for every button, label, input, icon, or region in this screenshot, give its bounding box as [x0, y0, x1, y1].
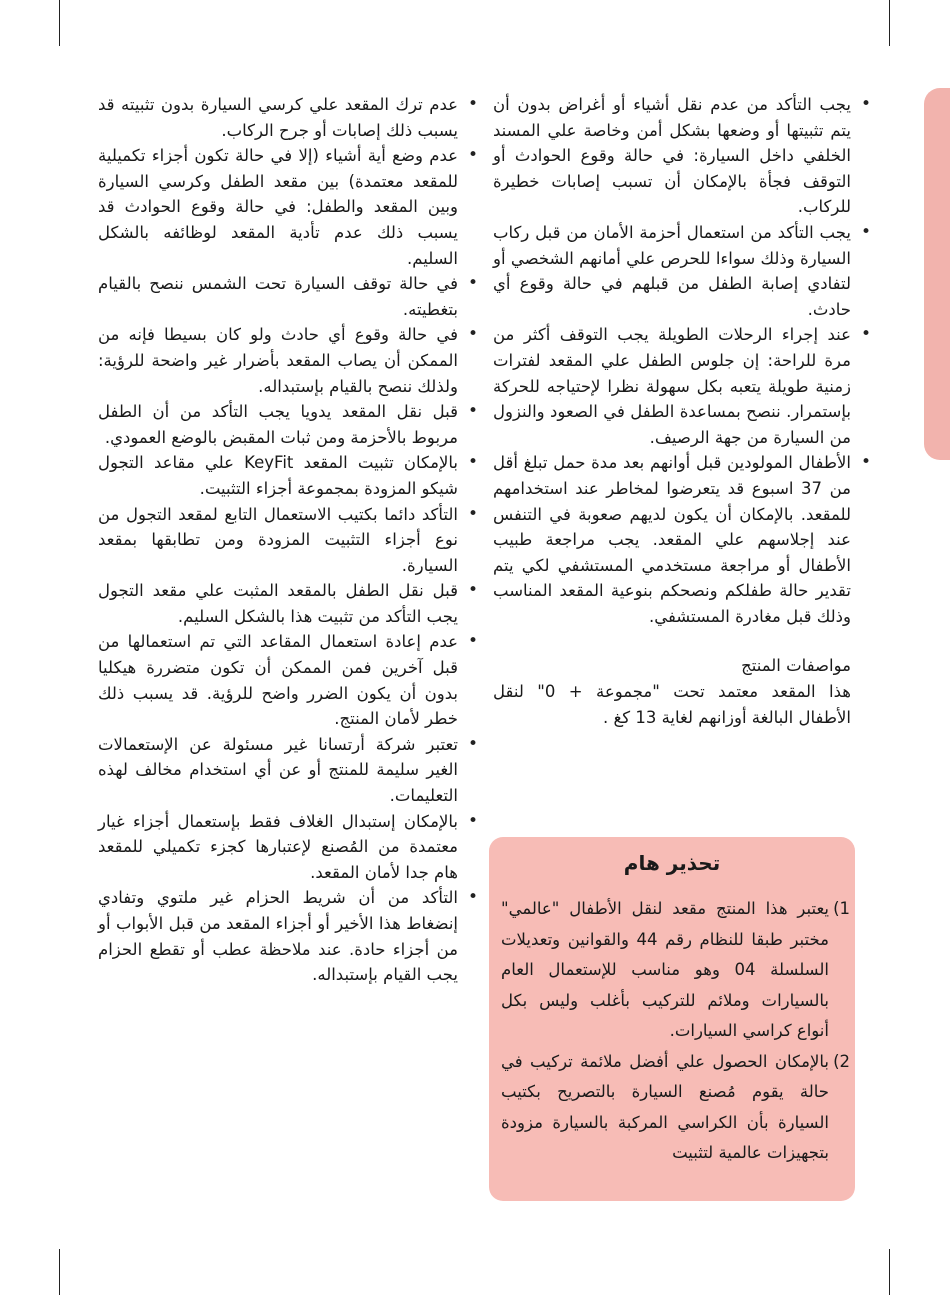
list-item: • الأطفال المولودين قبل أوانهم بعد مدة حمل تبلغ أقل من 37 اسبوع قد يتعرضوا لمخاطر عند استخدامهم للمقعد. بالإمكان أن يكون لديهم صعوبة في التنفس عند إجلاسهم علي المقعد. يجب مراجعة طبيب الأطفال أو مراجعة مستخدمي المستشفي لكي يتم تقدير حالة طفلكم ونصحكم بنوعية المقعد المناسب وذلك قبل مغادرة المستشفي. [493, 450, 851, 629]
crop-mark-top-right [889, 0, 890, 46]
side-tab-marker [924, 88, 950, 460]
list-item: • عدم ترك المقعد علي كرسي السيارة بدون تثبيته قد يسبب ذلك إصابات أو جرح الركاب. [98, 92, 458, 143]
warning-list [489, 894, 855, 1169]
warning-item-text: بالإمكان الحصول علي أفضل ملائمة تركيب في حالة يقوم مُصنع السيارة بالتصريح بكتيب السيارة بأن الكراسي المركبة بالسيارة مزودة بتجهيزات عالمية لتثبيت [501, 1051, 829, 1162]
right-column [493, 92, 851, 730]
crop-mark-top-left [59, 0, 60, 46]
product-specs [493, 653, 851, 730]
list-item: • يجب التأكد من عدم نقل أشياء أو أغراض بدون أن يتم تثبيتها أو وضعها بشكل أمن وخاصة علي المسند الخلفي داخل السيارة: في حالة وقوع الحوادث أو التوقف فجأة بالإمكان أن تسبب إصابات خطيرة للركاب. [493, 92, 851, 220]
list-item: • تعتبر شركة أرتسانا غير مسئولة عن الإستعمالات الغير سليمة للمنتج أو عن أي استخدام مخالف لهذه التعليمات. [98, 732, 458, 809]
crop-mark-bottom-right [889, 1249, 890, 1295]
list-item: • قبل نقل المقعد يدويا يجب التأكد من أن الطفل مربوط بالأحزمة ومن ثبات المقبض بالوضع العمودي. [98, 399, 458, 450]
specs-title: مواصفات المنتج [741, 656, 851, 676]
warning-item-text: يعتبر هذا المنتج مقعد لنقل الأطفال "عالمي" مختبر طبقا للنظام رقم 44 والقوانين وتعديلات السلسلة 04 وهو مناسب للإستعمال العام بالسيارات وملائم للتركيب بأغلب وليس بكل أنواع كراسي السيارات. [501, 899, 830, 1040]
list-item: • بالإمكان إستبدال الغلاف فقط بإستعمال أجزاء غيار معتمدة من المُصنع لإعتبارها كجزء تكميلي للمقعد هام جدا لأمان المقعد. [98, 809, 458, 886]
list-item: • التأكد من أن شريط الحزام غير ملتوي وتفادي إنضغاط هذا الأخير أو أجزاء المقعد من قبل الأبواب أو من أجزاء حادة. عند ملاحظة عطب أو تقطع الحزام يجب القيام بإستبداله. [98, 885, 458, 987]
list-item: • قبل نقل الطفل بالمقعد المثبت علي مقعد التجول يجب التأكد من تثبيت هذا بالشكل السليم. [98, 578, 458, 629]
warning-item [501, 894, 850, 1047]
warning-item-number: 1) [833, 899, 850, 918]
crop-mark-bottom-left [59, 1249, 60, 1295]
list-item: • عدم إعادة استعمال المقاعد التي تم استعمالها من قبل آخرين فمن الممكن أن تكون متضررة هيكليا بدون أن يكون الضرر واضح للرؤية. قد يسبب ذلك خطر لأمان المنتج. [98, 629, 458, 731]
important-warning-box [489, 837, 855, 1201]
left-bullet-list [98, 92, 458, 988]
right-bullet-list [493, 92, 851, 629]
specs-text: هذا المقعد معتمد تحت "مجموعة + 0" لنقل الأطفال البالغة أوزانهم لغاية 13 كغ . [493, 682, 851, 727]
list-item: • بالإمكان تثبيت المقعد KeyFit علي مقاعد التجول شيكو المزودة بمجموعة أجزاء التثبيت. [98, 450, 458, 501]
warning-title: تحذير هام [623, 851, 721, 875]
list-item: • التأكد دائما بكتيب الاستعمال التابع لمقعد التجول من نوع أجزاء التثبيت المزودة ومن تطابقها بمقعد السيارة. [98, 502, 458, 579]
left-column [98, 92, 458, 988]
list-item: • عدم وضع أية أشياء (إلا في حالة تكون أجزاء تكميلية للمقعد معتمدة) بين مقعد الطفل وكرسي السيارة وبين المقعد والطفل: في حالة وقوع الحوادث قد يسبب ذلك عدم تأدية المقعد لوظائفه بالشكل السليم. [98, 143, 458, 271]
list-item: • في حالة توقف السيارة تحت الشمس ننصح بالقيام بتغطيته. [98, 271, 458, 322]
list-item: • في حالة وقوع أي حادث ولو كان بسيطا فإنه من الممكن أن يصاب المقعد بأضرار غير واضحة للرؤية: ولذلك ننصح بالقيام بإستبداله. [98, 322, 458, 399]
warning-item [501, 1047, 850, 1169]
warning-item-number: 2) [833, 1051, 850, 1071]
list-item: • عند إجراء الرحلات الطويلة يجب التوقف أكثر من مرة للراحة: إن جلوس الطفل علي المقعد لفترات زمنية طويلة يتعبه بكل سهولة نظرا لإحتياجه للحركة بإستمرار. ننصح بمساعدة الطفل في الصعود والنزول من السيارة من جهة الرصيف. [493, 322, 851, 450]
list-item: • يجب التأكد من استعمال أحزمة الأمان من قبل ركاب السيارة وذلك سواءا للحرص علي أمانهم الشخصي أو لتفادي إصابة الطفل من قبلهم في حالة وقوع أي حادث. [493, 220, 851, 322]
